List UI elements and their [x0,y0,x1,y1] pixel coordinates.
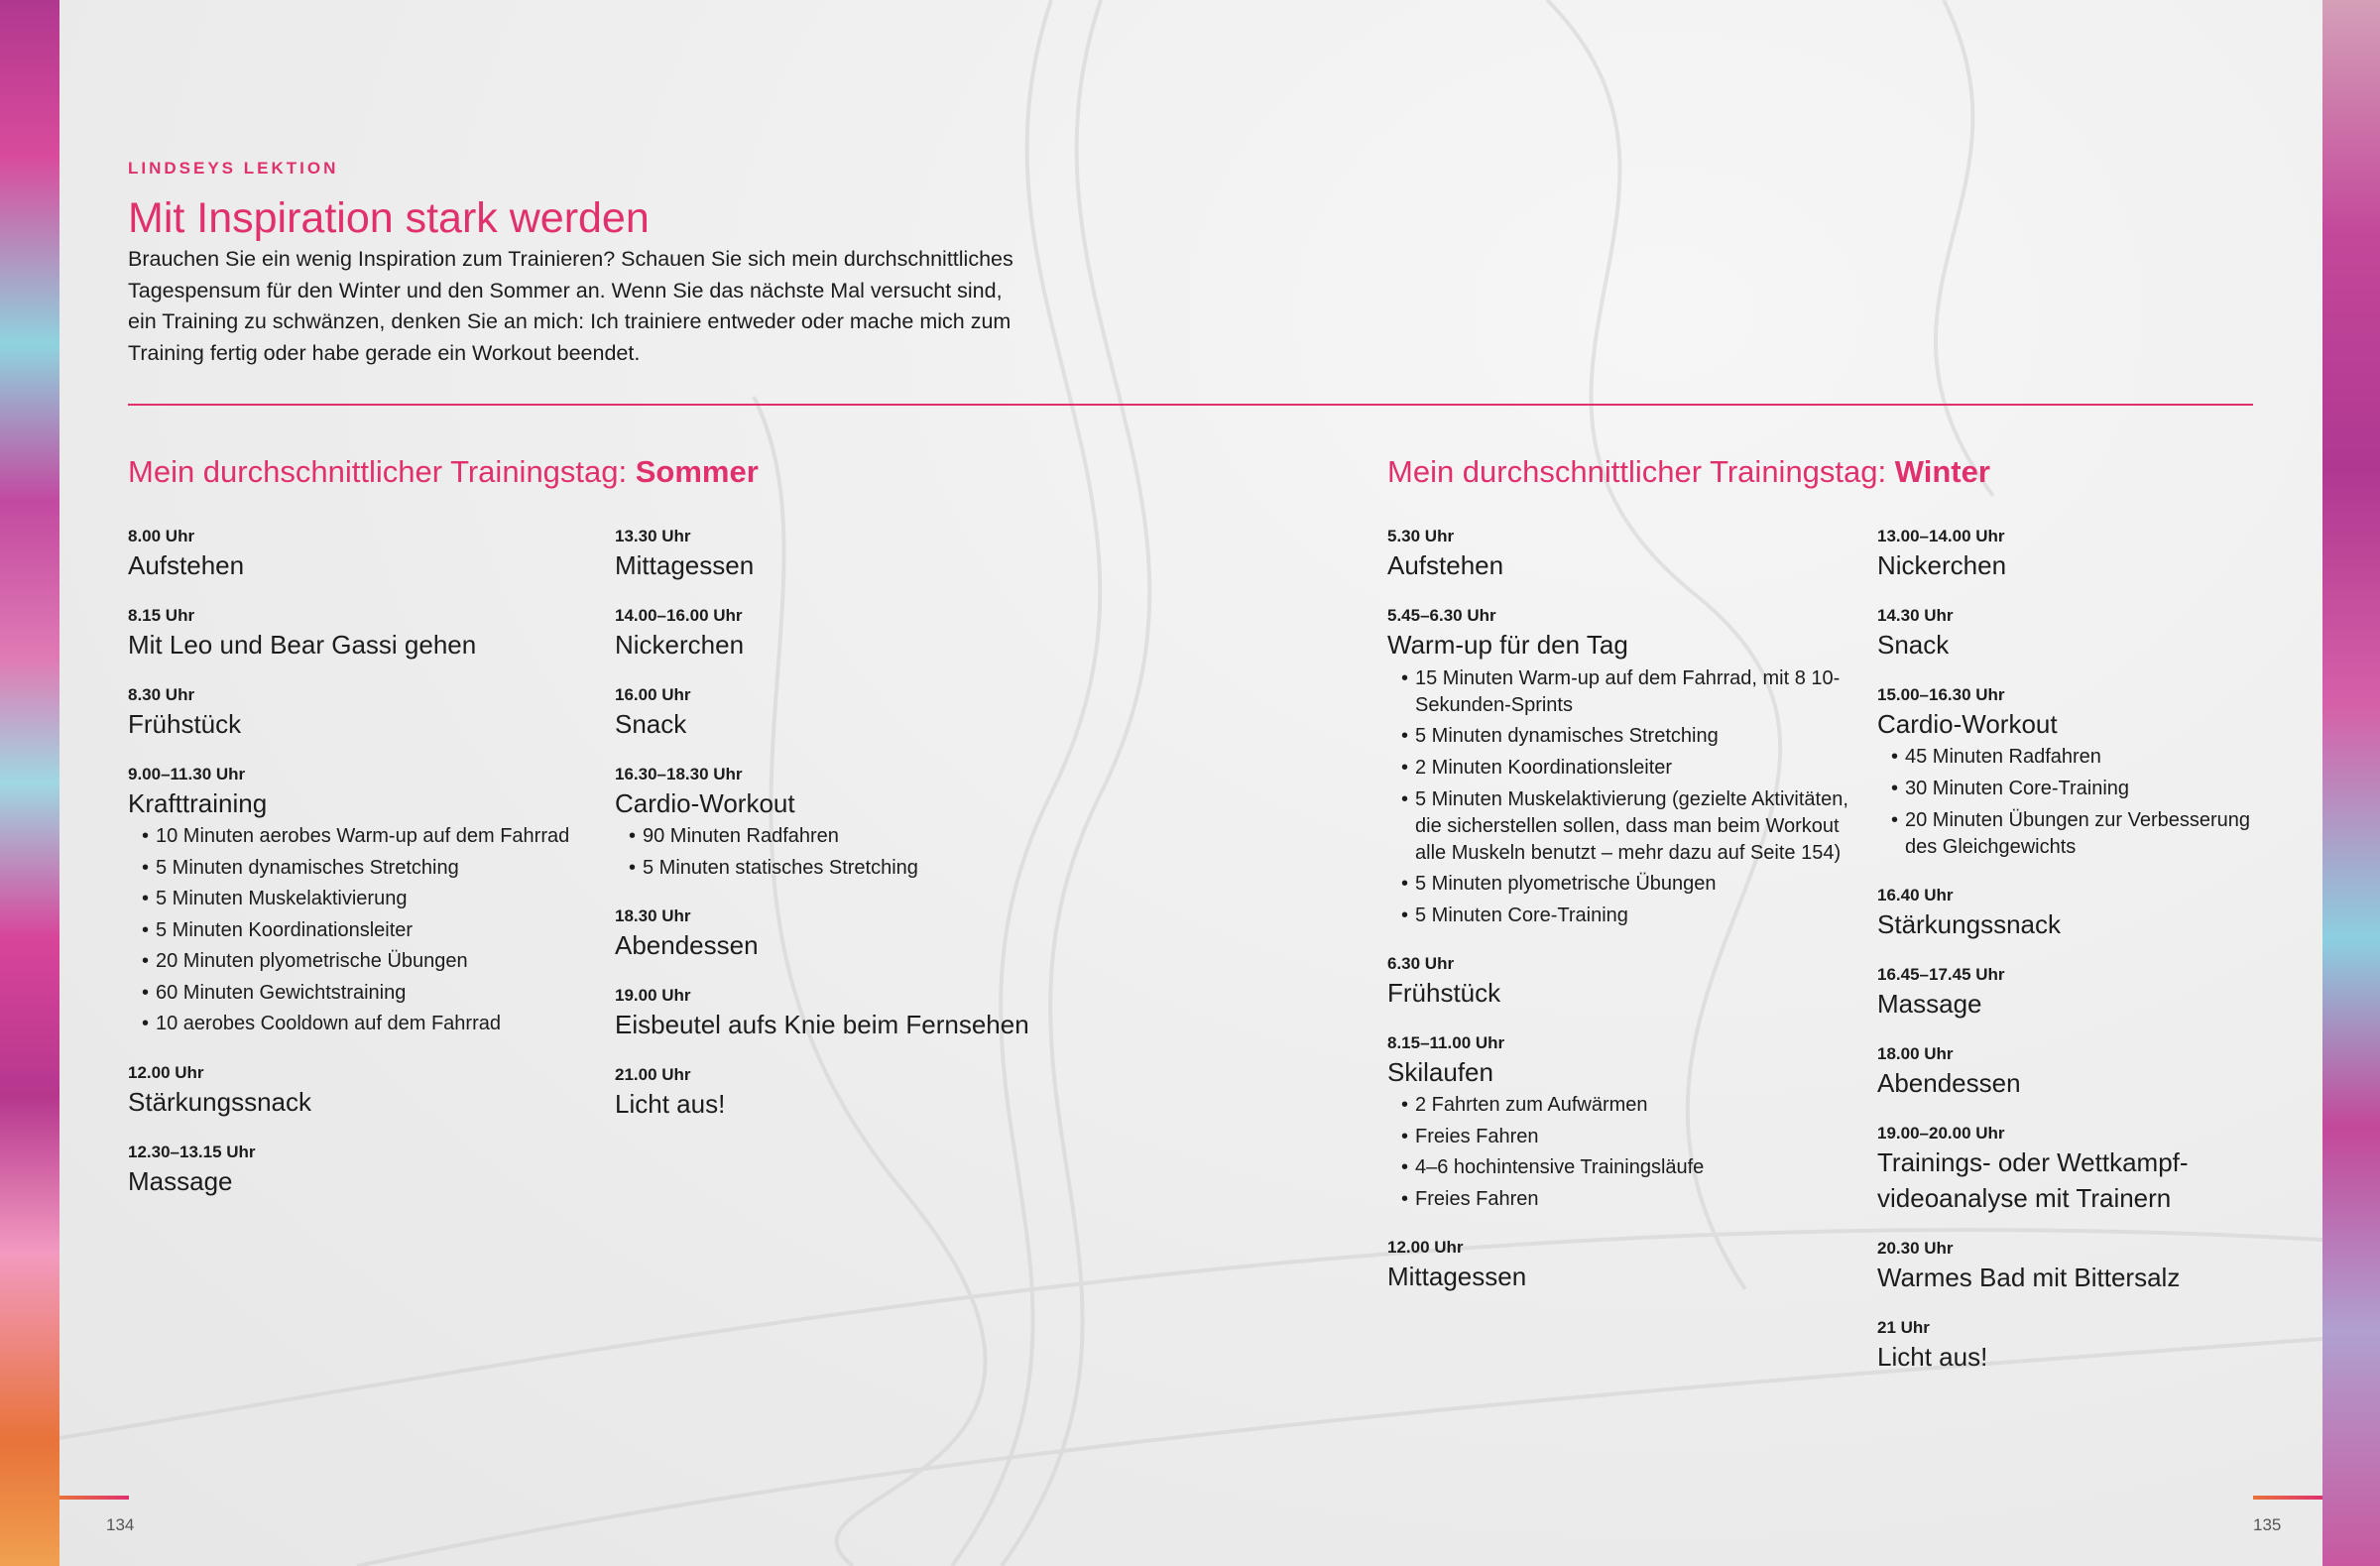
entry-activity: Mit Leo und Bear Gassi gehen [128,630,477,660]
schedule-entry [615,764,1091,884]
activity-item: • 30 Minuten Core-Training [1891,774,2274,805]
entry-time: 5.45–6.30 Uhr [1387,606,1496,625]
page-mark-left [60,1496,129,1500]
entry-time: 14.30 Uhr [1877,606,1954,625]
entry-time: 19.00–20.00 Uhr [1877,1124,2005,1143]
activity-list [1877,742,2274,863]
entry-activity: Abendessen [615,930,759,960]
entry-time: 5.30 Uhr [1387,527,1455,545]
left-color-strip [0,0,60,1566]
entry-activity: Cardio-Workout [1877,709,2058,739]
winter-column-1 [1387,526,1853,1316]
activity-item: • 20 Minuten Übungen zur Verbesserung des Gleichgewichts [1891,804,2274,863]
entry-time: 18.00 Uhr [1877,1044,1954,1063]
schedule-entry [128,526,604,583]
activity-item: • 15 Minuten Warm-up auf dem Fahrrad, mit 8 10-Sekunden-Sprints [1401,663,1853,721]
heading-prefix: Mein durchschnittlicher Trainingstag: [128,454,636,489]
schedule-entry [615,684,1091,742]
entry-time: 12.00 Uhr [128,1062,204,1082]
entry-activity: Massage [1877,989,1982,1019]
entry-time: 21.00 Uhr [615,1065,691,1084]
schedule-entry [128,684,604,742]
activity-item: • 5 Minuten Muskelaktivierung [142,884,604,915]
entry-activity: Licht aus! [615,1089,726,1119]
activity-item: • 90 Minuten Radfahren [629,821,1091,853]
entry-activity: Frühstück [128,709,242,739]
winter-heading [1387,454,1990,490]
intro-paragraph: Brauchen Sie ein wenig Inspiration zum Trainieren? Schauen Sie sich mein durchschnittliches Tagespensum für den Winter und den Sommer an. Wenn Sie das nächste Mal versucht sind, ein Training zu schwänzen, denken Sie an mich: Ich trainiere entweder oder mache mich zum Training fertig oder habe gerade ein Workout beendet. [128,247,1013,365]
schedule-entry [1877,526,2274,583]
divider [128,404,2253,406]
entry-activity: Frühstück [1387,978,1501,1008]
entry-time: 16.00 Uhr [615,685,691,704]
schedule-entry [1877,964,2274,1022]
activity-item: • 2 Minuten Koordinationsleiter [1401,753,1853,784]
entry-activity: Nickerchen [1877,550,2007,580]
entry-time: 8.15–11.00 Uhr [1387,1033,1505,1052]
activity-item: • 4–6 hochintensive Trainingsläufe [1401,1152,1853,1184]
entry-activity: Massage [128,1165,233,1196]
entry-time: 19.00 Uhr [615,986,691,1005]
section-label: LINDSEYS LEKTION [128,159,339,178]
schedule-entry [615,526,1091,583]
schedule-entry [1387,1032,1853,1215]
schedule-entry [1877,1238,2274,1295]
entry-activity: Skilaufen [1387,1057,1493,1087]
activity-item: • 5 Minuten dynamisches Stretching [142,853,604,885]
entry-time: 8.15 Uhr [128,606,195,625]
summer-column-1 [128,526,604,1221]
entry-time: 13.00–14.00 Uhr [1877,527,2005,545]
schedule-entry [1387,1237,1853,1294]
entry-activity: Snack [615,709,687,739]
entry-activity: Mittagessen [1387,1262,1527,1291]
activity-item: • 5 Minuten Core-Training [1401,901,1853,932]
schedule-entry [1387,526,1853,583]
page-number-right: 135 [2253,1515,2282,1534]
entry-activity: Krafttraining [128,788,268,818]
entry-activity: Warm-up für den Tag [1387,630,1628,660]
summer-column-2 [615,526,1091,1144]
schedule-entry [1877,684,2274,863]
schedule-entry [128,1142,604,1199]
schedule-entry [1877,885,2274,942]
entry-activity: Abendessen [1877,1068,2021,1098]
entry-time: 14.00–16.00 Uhr [615,606,743,625]
entry-time: 9.00–11.30 Uhr [128,765,246,783]
entry-time: 16.45–17.45 Uhr [1877,965,2005,984]
entry-time: 16.40 Uhr [1877,886,1954,904]
activity-item: • Freies Fahren [1401,1184,1853,1216]
winter-column-2 [1877,526,2274,1396]
activity-item: • 5 Minuten plyometrische Übungen [1401,869,1853,901]
schedule-entry [615,605,1091,663]
page-number-left: 134 [106,1515,135,1534]
entry-time: 20.30 Uhr [1877,1239,1954,1258]
entry-activity: Aufstehen [1387,550,1504,580]
entry-activity: Mittagessen [615,550,755,580]
activity-item: • 2 Fahrten zum Aufwärmen [1401,1090,1853,1122]
activity-list [1387,1090,1853,1215]
schedule-entry [128,605,604,663]
entry-activity: Stärkungssnack [128,1086,311,1117]
entry-activity: Nickerchen [615,630,745,660]
activity-item: • 5 Minuten dynamisches Stretching [1401,721,1853,753]
schedule-entry [1877,1043,2274,1101]
entry-activity: Trainings- oder Wettkampfvideoanalyse mit Trainern [1877,1147,2189,1213]
schedule-entry [128,1062,604,1120]
entry-activity: Warmes Bad mit Bittersalz [1877,1263,2181,1292]
entry-time: 12.30–13.15 Uhr [128,1142,256,1161]
schedule-entry [615,985,1091,1042]
activity-item: • Freies Fahren [1401,1122,1853,1153]
right-color-strip [2322,0,2380,1566]
activity-list [615,821,1091,884]
activity-item: • 10 Minuten aerobes Warm-up auf dem Fahrrad [142,821,604,853]
entry-time: 18.30 Uhr [615,906,691,925]
entry-activity: Aufstehen [128,550,245,580]
schedule-entry [128,764,604,1040]
activity-item: • 10 aerobes Cooldown auf dem Fahrrad [142,1009,604,1040]
entry-time: 6.30 Uhr [1387,954,1455,973]
entry-time: 13.30 Uhr [615,527,691,545]
entry-time: 8.30 Uhr [128,685,195,704]
activity-item: • 60 Minuten Gewichtstraining [142,978,604,1010]
entry-time: 12.00 Uhr [1387,1238,1464,1257]
schedule-entry [1877,1317,2274,1375]
heading-prefix: Mein durchschnittlicher Trainingstag: [1387,454,1895,489]
activity-item: • 45 Minuten Radfahren [1891,742,2274,774]
schedule-entry [1877,605,2274,663]
activity-item: • 5 Minuten statisches Stretching [629,853,1091,885]
activity-item: • 20 Minuten plyometrische Übungen [142,946,604,978]
activity-item: • 5 Minuten Muskelaktivierung (gezielte Aktivitäten, die sicherstellen sollen, dass man beim Workout alle Muskeln benutzt – mehr dazu auf Seite 154) [1401,783,1853,869]
heading-season: Sommer [635,454,759,489]
heading-season: Winter [1894,454,1990,489]
schedule-entry [1387,953,1853,1011]
entry-time: 15.00–16.30 Uhr [1877,685,2005,704]
page-title: Mit Inspiration stark werden [128,194,650,242]
entry-time: 21 Uhr [1877,1318,1930,1337]
activity-item: • 5 Minuten Koordinationsleiter [142,915,604,947]
schedule-entry [615,905,1091,963]
summer-heading [128,454,759,490]
entry-time: 16.30–18.30 Uhr [615,765,743,783]
entry-time: 8.00 Uhr [128,527,195,545]
entry-activity: Eisbeutel aufs Knie beim Fernsehen [615,1010,1029,1039]
schedule-entry [1387,605,1853,931]
schedule-entry [615,1064,1091,1122]
page-mark-right [2253,1496,2322,1500]
entry-activity: Cardio-Workout [615,788,795,818]
schedule-entry [1877,1123,2274,1216]
entry-activity: Snack [1877,630,1950,660]
entry-activity: Licht aus! [1877,1342,1988,1372]
entry-activity: Stärkungssnack [1877,909,2061,939]
activity-list [1387,663,1853,931]
activity-list [128,821,604,1040]
